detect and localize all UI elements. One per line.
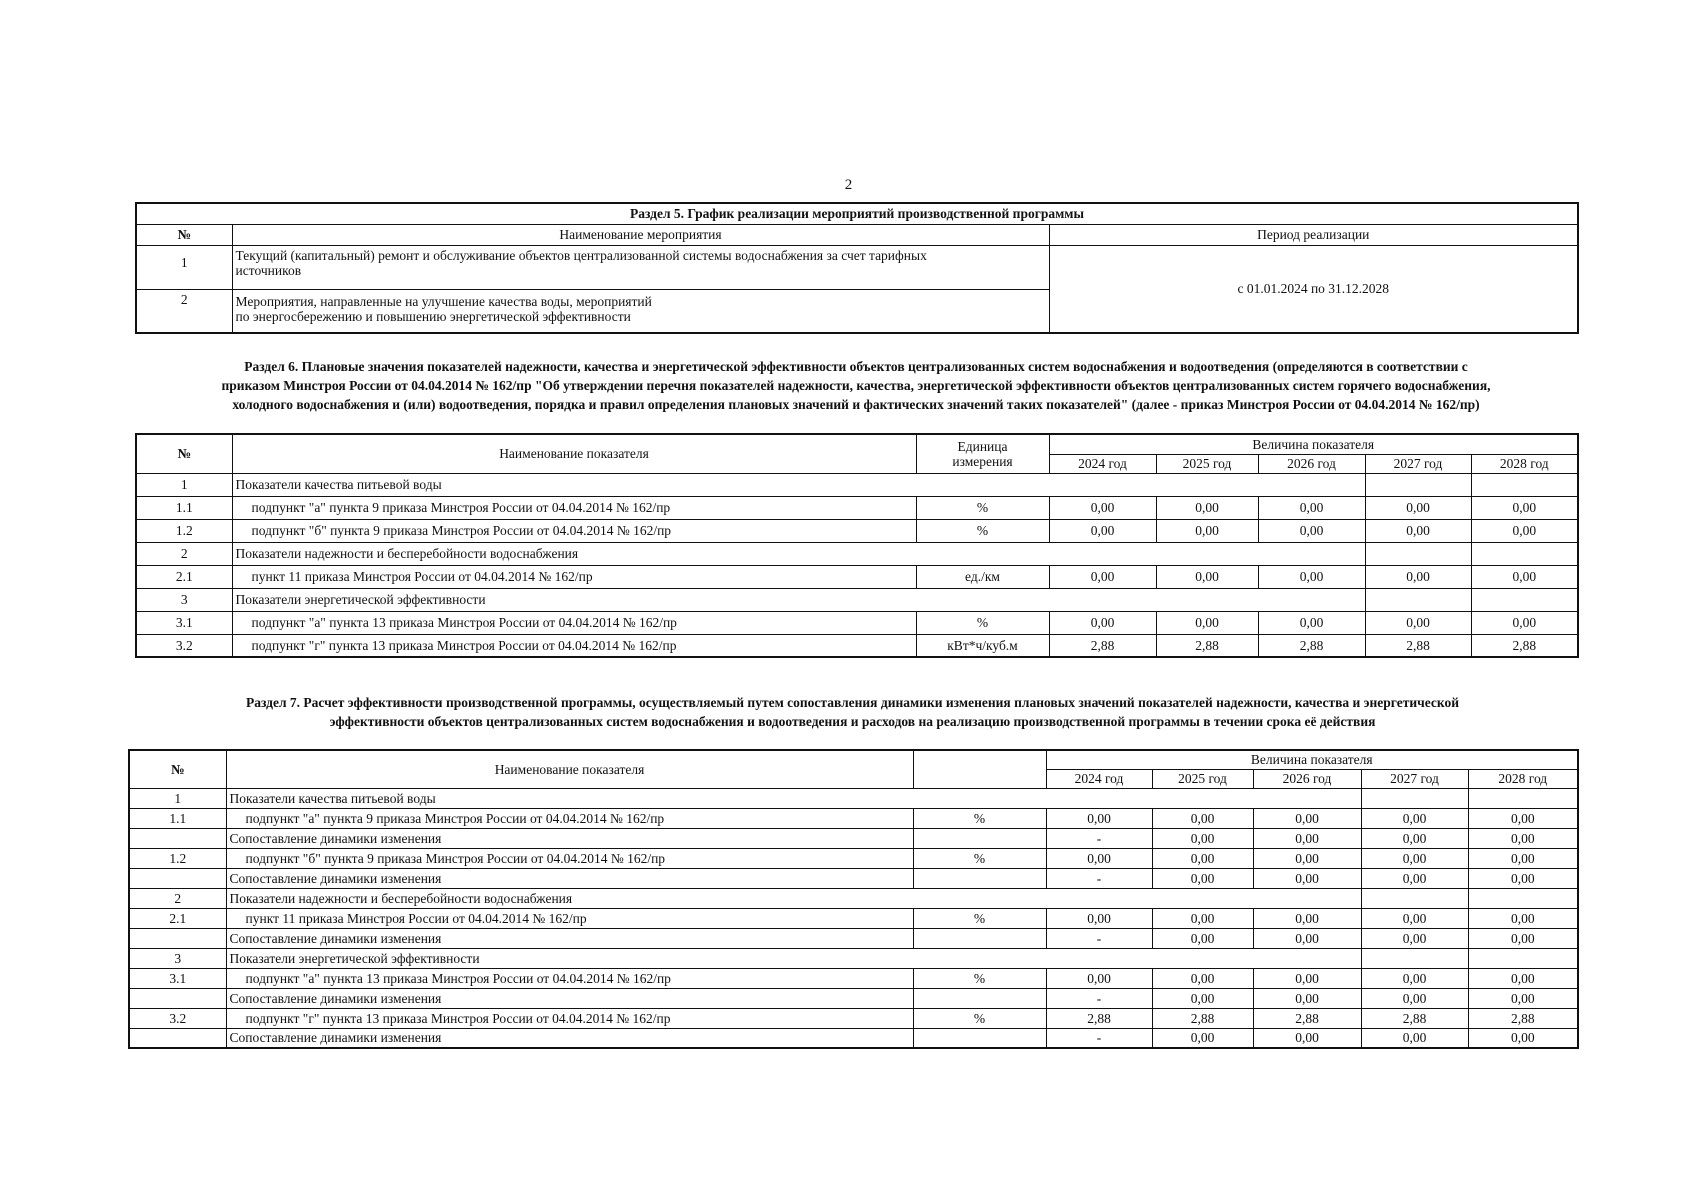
section7-heading: Раздел 7. Расчет эффективности производственной программы, осуществляемый путем сопоставления динамики изменения плановых значений показателей надежности, качества и энергетической эффективности объектов централизованных систем водоснабжения и водоотведения и расходов на реализацию производственной программы в течении срока её действия — [245, 695, 1460, 729]
row-num: 2.1 — [136, 565, 232, 588]
group-row — [136, 588, 1578, 611]
header-year: 2026 год — [1258, 454, 1365, 473]
row-value: 0,00 — [1258, 519, 1365, 542]
header-year: 2024 год — [1046, 769, 1152, 788]
row-num: 3 — [129, 948, 226, 968]
row-value: 0,00 — [1361, 928, 1468, 948]
empty-cell — [1471, 588, 1578, 611]
table-row — [136, 519, 1578, 542]
section5-row-num: 2 — [136, 289, 232, 333]
row-name: подпункт "а" пункта 9 приказа Минстроя России от 04.04.2014 № 162/пр — [226, 808, 913, 828]
header-year: 2025 год — [1152, 769, 1253, 788]
row-value: 2,88 — [1253, 1008, 1361, 1028]
empty-cell — [1361, 788, 1468, 808]
page-number: 2 — [844, 177, 853, 193]
header-year: 2027 год — [1365, 454, 1471, 473]
row-value: 0,00 — [1049, 519, 1156, 542]
row-value: 0,00 — [1468, 968, 1578, 988]
row-value: 0,00 — [1468, 868, 1578, 888]
section5-title: Раздел 5. График реализации мероприятий производственной программы — [136, 203, 1578, 224]
header-num: № — [129, 750, 226, 788]
row-unit: % — [916, 496, 1049, 519]
empty-cell — [1468, 788, 1578, 808]
table-row — [136, 634, 1578, 657]
group-row — [129, 788, 1578, 808]
row-value: 0,00 — [1152, 828, 1253, 848]
row-value: 0,00 — [1365, 565, 1471, 588]
header-unit — [913, 750, 1046, 788]
row-value: 0,00 — [1361, 968, 1468, 988]
header-num: № — [136, 434, 232, 473]
row-name: Сопоставление динамики изменения — [226, 988, 913, 1008]
row-name: подпункт "г" пункта 13 приказа Минстроя России от 04.04.2014 № 162/пр — [232, 634, 916, 657]
row-value: 0,00 — [1468, 1028, 1578, 1048]
row-value: 2,88 — [1468, 1008, 1578, 1028]
table-row — [129, 1008, 1578, 1028]
row-name: Показатели надежности и бесперебойности водоснабжения — [232, 542, 1365, 565]
header-unit-line: Единица — [957, 438, 1008, 454]
section6-heading: Раздел 6. Плановые значения показателей надежности, качества и энергетической эффективности объектов централизованных систем водоснабжения и водоотведения (определяются в соответствии с приказом Минстроя России от 04.04.2014 № 162/пр "Об утверждении перечня показателей надежности, качества, энергетической эффективности объектов централизованных систем горячего водоснабжения, холодного водоснабжения и (или) водоотведения, порядка и правил определения плановых значений и фактических значений таких показателей" (далее - приказ Минстроя России от 04.04.2014 № 162/пр) — [221, 359, 1491, 412]
row-value: 0,00 — [1049, 496, 1156, 519]
row-name: подпункт "б" пункта 9 приказа Минстроя России от 04.04.2014 № 162/пр — [232, 519, 916, 542]
row-unit — [913, 868, 1046, 888]
row-value: 0,00 — [1152, 928, 1253, 948]
row-value: 0,00 — [1361, 868, 1468, 888]
group-row — [136, 473, 1578, 496]
section5-col-period: Период реализации — [1049, 224, 1578, 245]
row-value: 0,00 — [1046, 908, 1152, 928]
section5-col-num: № — [136, 224, 232, 245]
row-num: 1 — [129, 788, 226, 808]
header-value: Величина показателя — [1046, 750, 1578, 769]
row-value: 0,00 — [1258, 496, 1365, 519]
compare-row — [129, 828, 1578, 848]
section7-table — [128, 749, 1579, 1049]
row-name: подпункт "б" пункта 9 приказа Минстроя России от 04.04.2014 № 162/пр — [226, 848, 913, 868]
section5-table — [135, 202, 1579, 334]
row-value: 0,00 — [1253, 868, 1361, 888]
row-value: 0,00 — [1253, 1028, 1361, 1048]
section6-table — [135, 433, 1579, 658]
table-row — [129, 808, 1578, 828]
row-num: 3.2 — [129, 1008, 226, 1028]
row-value: - — [1046, 828, 1152, 848]
empty-cell — [1468, 888, 1578, 908]
row-value: 2,88 — [1258, 634, 1365, 657]
row-value: 0,00 — [1152, 968, 1253, 988]
header-year: 2024 год — [1049, 454, 1156, 473]
row-value: 2,88 — [1156, 634, 1258, 657]
row-value: 0,00 — [1046, 848, 1152, 868]
compare-row — [129, 1028, 1578, 1048]
row-num: 3.1 — [129, 968, 226, 988]
table-row — [129, 908, 1578, 928]
table-row — [136, 496, 1578, 519]
row-value: 0,00 — [1253, 848, 1361, 868]
row-num: 1.2 — [136, 519, 232, 542]
row-value: 0,00 — [1468, 828, 1578, 848]
row-value: 0,00 — [1365, 611, 1471, 634]
group-row — [129, 888, 1578, 908]
row-num: 1.1 — [136, 496, 232, 519]
row-value: 0,00 — [1253, 908, 1361, 928]
row-value: 2,88 — [1361, 1008, 1468, 1028]
section5-period: с 01.01.2024 по 31.12.2028 — [1049, 245, 1578, 333]
row-unit: % — [916, 519, 1049, 542]
row-value: 0,00 — [1471, 565, 1578, 588]
row-num: 1.1 — [129, 808, 226, 828]
row-name: Показатели качества питьевой воды — [232, 473, 1365, 496]
row-unit: % — [916, 611, 1049, 634]
row-value: 0,00 — [1471, 496, 1578, 519]
row-name: подпункт "г" пункта 13 приказа Минстроя России от 04.04.2014 № 162/пр — [226, 1008, 913, 1028]
compare-row — [129, 928, 1578, 948]
row-num: 3 — [136, 588, 232, 611]
row-unit: кВт*ч/куб.м — [916, 634, 1049, 657]
row-value: 0,00 — [1361, 1028, 1468, 1048]
empty-cell — [1365, 588, 1471, 611]
row-value: - — [1046, 868, 1152, 888]
row-value: 0,00 — [1471, 519, 1578, 542]
row-name: Сопоставление динамики изменения — [226, 868, 913, 888]
row-value: 0,00 — [1253, 968, 1361, 988]
row-num: 3.1 — [136, 611, 232, 634]
row-num: 2 — [136, 542, 232, 565]
row-unit: % — [913, 848, 1046, 868]
row-num — [129, 868, 226, 888]
header-year: 2028 год — [1471, 454, 1578, 473]
table-row — [129, 848, 1578, 868]
row-value: 0,00 — [1253, 928, 1361, 948]
header-unit-line: измерения — [952, 453, 1013, 469]
row-unit: % — [913, 968, 1046, 988]
row-name: Показатели энергетической эффективности — [226, 948, 1361, 968]
header-unit — [916, 434, 1049, 473]
empty-cell — [1365, 542, 1471, 565]
row-unit — [913, 988, 1046, 1008]
row-value: 0,00 — [1156, 611, 1258, 634]
row-value: 0,00 — [1471, 611, 1578, 634]
row-value: 2,88 — [1471, 634, 1578, 657]
table-row — [129, 968, 1578, 988]
row-name: Показатели энергетической эффективности — [232, 588, 1365, 611]
row-value: 0,00 — [1468, 928, 1578, 948]
row-value: 0,00 — [1468, 908, 1578, 928]
empty-cell — [1361, 948, 1468, 968]
header-value: Величина показателя — [1049, 434, 1578, 454]
row-value: 0,00 — [1156, 519, 1258, 542]
row-value: 2,88 — [1365, 634, 1471, 657]
row-value: 0,00 — [1253, 808, 1361, 828]
section5-row-name: Мероприятия, направленные на улучшение качества воды, мероприятий по энергосбережению и повышению энергетической эффективности — [232, 289, 1049, 333]
row-value: 0,00 — [1258, 565, 1365, 588]
row-value: 0,00 — [1152, 848, 1253, 868]
row-name: Сопоставление динамики изменения — [226, 828, 913, 848]
row-value: 2,88 — [1049, 634, 1156, 657]
row-name: Сопоставление динамики изменения — [226, 928, 913, 948]
compare-row — [129, 868, 1578, 888]
row-value: 2,88 — [1152, 1008, 1253, 1028]
header-year: 2028 год — [1468, 769, 1578, 788]
row-value: - — [1046, 928, 1152, 948]
row-name: пункт 11 приказа Минстроя России от 04.04.2014 № 162/пр — [226, 908, 913, 928]
row-value: 0,00 — [1361, 848, 1468, 868]
row-name: Показатели качества питьевой воды — [226, 788, 1361, 808]
empty-cell — [1468, 948, 1578, 968]
group-row — [129, 948, 1578, 968]
row-num — [129, 928, 226, 948]
row-unit: % — [913, 808, 1046, 828]
section5-row-name: Текущий (капитальный) ремонт и обслуживание объектов централизованной системы водоснабжения за счет тарифных источников — [232, 245, 1049, 289]
empty-cell — [1471, 473, 1578, 496]
header-year: 2025 год — [1156, 454, 1258, 473]
row-name: подпункт "а" пункта 9 приказа Минстроя России от 04.04.2014 № 162/пр — [232, 496, 916, 519]
row-num — [129, 988, 226, 1008]
row-value: 0,00 — [1468, 848, 1578, 868]
row-value: 0,00 — [1361, 828, 1468, 848]
row-value: 0,00 — [1468, 988, 1578, 1008]
row-value: 0,00 — [1365, 496, 1471, 519]
section5-col-name: Наименование мероприятия — [232, 224, 1049, 245]
row-value: 0,00 — [1361, 808, 1468, 828]
row-unit — [913, 928, 1046, 948]
group-row — [136, 542, 1578, 565]
row-value: 0,00 — [1049, 565, 1156, 588]
row-name: Показатели надежности и бесперебойности водоснабжения — [226, 888, 1361, 908]
row-num — [129, 828, 226, 848]
row-value: 0,00 — [1253, 988, 1361, 1008]
row-value: 0,00 — [1365, 519, 1471, 542]
row-num — [129, 1028, 226, 1048]
row-value: 2,88 — [1046, 1008, 1152, 1028]
section5-row-num: 1 — [136, 245, 232, 289]
row-num: 2.1 — [129, 908, 226, 928]
compare-row — [129, 988, 1578, 1008]
row-name: Сопоставление динамики изменения — [226, 1028, 913, 1048]
row-value: 0,00 — [1046, 968, 1152, 988]
row-unit: % — [913, 1008, 1046, 1028]
row-unit — [913, 828, 1046, 848]
table-row — [136, 565, 1578, 588]
empty-cell — [1361, 888, 1468, 908]
row-value: 0,00 — [1361, 988, 1468, 1008]
row-value: 0,00 — [1253, 828, 1361, 848]
row-value: - — [1046, 988, 1152, 1008]
empty-cell — [1471, 542, 1578, 565]
row-value: 0,00 — [1152, 1028, 1253, 1048]
row-num: 1.2 — [129, 848, 226, 868]
row-value: 0,00 — [1046, 808, 1152, 828]
table-row — [136, 611, 1578, 634]
row-name: подпункт "а" пункта 13 приказа Минстроя России от 04.04.2014 № 162/пр — [232, 611, 916, 634]
empty-cell — [1365, 473, 1471, 496]
row-value: 0,00 — [1258, 611, 1365, 634]
row-num: 2 — [129, 888, 226, 908]
row-num: 3.2 — [136, 634, 232, 657]
header-name: Наименование показателя — [232, 434, 916, 473]
header-name: Наименование показателя — [226, 750, 913, 788]
row-unit — [913, 1028, 1046, 1048]
row-value: 0,00 — [1152, 868, 1253, 888]
header-year: 2026 год — [1253, 769, 1361, 788]
row-num: 1 — [136, 473, 232, 496]
row-value: 0,00 — [1156, 565, 1258, 588]
row-value: 0,00 — [1152, 808, 1253, 828]
row-value: - — [1046, 1028, 1152, 1048]
row-value: 0,00 — [1156, 496, 1258, 519]
row-value: 0,00 — [1152, 908, 1253, 928]
row-unit: % — [913, 908, 1046, 928]
row-value: 0,00 — [1152, 988, 1253, 1008]
row-value: 0,00 — [1049, 611, 1156, 634]
row-value: 0,00 — [1468, 808, 1578, 828]
row-value: 0,00 — [1361, 908, 1468, 928]
row-unit: ед./км — [916, 565, 1049, 588]
row-name: пункт 11 приказа Минстроя России от 04.04.2014 № 162/пр — [232, 565, 916, 588]
row-name: подпункт "а" пункта 13 приказа Минстроя России от 04.04.2014 № 162/пр — [226, 968, 913, 988]
header-year: 2027 год — [1361, 769, 1468, 788]
